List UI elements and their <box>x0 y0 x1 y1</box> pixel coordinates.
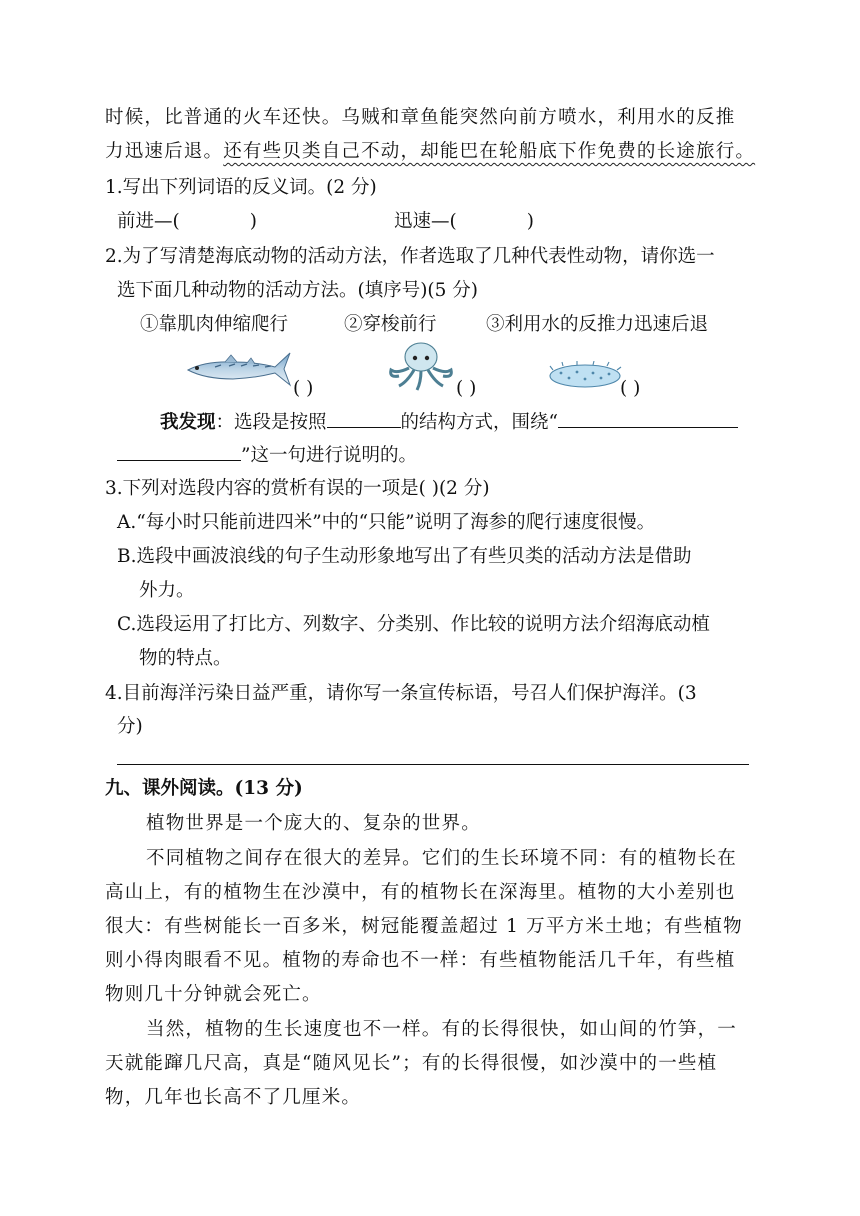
discovery-line-2 <box>117 442 417 468</box>
discovery-label: 我发现 <box>160 412 216 433</box>
fill-blank-sentence[interactable] <box>558 409 738 428</box>
option-b: B.选段中画波浪线的句子生动形象地写出了有些贝类的活动方法是借助 <box>117 546 692 567</box>
reading-paragraph-2-line: 高山上，有的植物生在沙漠中，有的植物长在深海里。植物的大小差别也 <box>105 882 736 903</box>
bracket-close-2: ) <box>526 211 534 232</box>
reading-paragraph-2-line: 物则几十分钟就会死亡。 <box>105 984 322 1005</box>
passage-line-text-plain: 力迅速后退。 <box>105 141 224 162</box>
reading-paragraph-3-line: 当然，植物的生长速度也不一样。有的长得很快，如山间的竹笋，一 <box>146 1019 738 1040</box>
slogan-answer-line[interactable] <box>117 764 749 765</box>
fish-image <box>185 347 293 393</box>
option-c: C.选段运用了打比方、列数字、分类别、作比较的说明方法介绍海底动植 <box>117 614 710 635</box>
answer-bracket-sea-cucumber[interactable]: ( ) <box>620 378 641 399</box>
section-9-heading: 九、课外阅读。(13 分) <box>105 778 303 799</box>
option-3: ③利用水的反推力迅速后退 <box>486 314 709 335</box>
option-2: ②穿梭前行 <box>344 314 437 335</box>
antonym-pair-1 <box>117 210 257 234</box>
fill-blank-structure[interactable] <box>327 409 401 428</box>
discovery-text-2: 的结构方式，围绕“ <box>400 412 558 433</box>
question-2-title-cont: 选下面几种动物的活动方法。(填序号)(5 分) <box>117 280 479 301</box>
passage-line: 时候，比普通的火车还快。乌贼和章鱼能突然向前方喷水，利用水的反推 <box>105 107 736 128</box>
reading-paragraph-2-line: 很大：有些树能长一百多米，树冠能覆盖超过 1 万平方米土地；有些植物 <box>105 916 743 937</box>
sea-cucumber-image <box>547 361 623 391</box>
option-c-cont: 物的特点。 <box>139 648 232 669</box>
reading-paragraph-2-line: 不同植物之间存在很大的差异。它们的生长环境不同：有的植物长在 <box>146 848 738 869</box>
question-4-title-cont: 分) <box>117 716 143 737</box>
question-3-title: 3.下列对选段内容的赏析有误的一项是( )(2 分) <box>105 478 490 499</box>
reading-paragraph-1: 植物世界是一个庞大的、复杂的世界。 <box>146 813 481 834</box>
answer-bracket-fish[interactable]: ( ) <box>293 378 314 399</box>
reading-paragraph-3-line: 天就能蹿几尺高，真是“随风见长”；有的长得很慢，如沙漠中的一些植 <box>105 1053 718 1074</box>
discovery-text-1: ：选段是按照 <box>215 412 327 433</box>
option-1: ①靠肌肉伸缩爬行 <box>140 314 289 335</box>
reading-paragraph-3-line: 物，几年也长高不了几厘米。 <box>105 1087 362 1108</box>
question-2-title: 2.为了写清楚海底动物的活动方法，作者选取了几种代表性动物，请你选一 <box>105 246 715 267</box>
question-4-title: 4.目前海洋污染日益严重，请你写一条宣传标语，号召人们保护海洋。(3 <box>105 683 697 704</box>
antonym-word-1: 前进—( <box>117 211 180 232</box>
fill-blank-sentence-cont[interactable] <box>117 442 241 461</box>
discovery-text-3: ”这一句进行说明的。 <box>241 445 417 466</box>
option-a: A.“每小时只能前进四米”中的“只能”说明了海参的爬行速度很慢。 <box>117 512 656 533</box>
passage-line-wavy <box>105 140 755 164</box>
option-b-cont: 外力。 <box>139 580 195 601</box>
antonym-pair-2 <box>394 210 534 234</box>
bracket-close-1: ) <box>249 211 257 232</box>
wavy-underlined-sentence: 还有些贝类自己不动，却能巴在轮船底下作免费的长途旅行。 <box>223 141 756 162</box>
question-1-title: 1.写出下列词语的反义词。(2 分) <box>105 177 377 198</box>
discovery-line <box>160 409 738 435</box>
antonym-word-2: 迅速—( <box>394 211 457 232</box>
octopus-image <box>385 340 457 392</box>
answer-bracket-octopus[interactable]: ( ) <box>456 378 477 399</box>
reading-paragraph-2-line: 则小得肉眼看不见。植物的寿命也不一样：有些植物能活几千年，有些植 <box>105 950 736 971</box>
